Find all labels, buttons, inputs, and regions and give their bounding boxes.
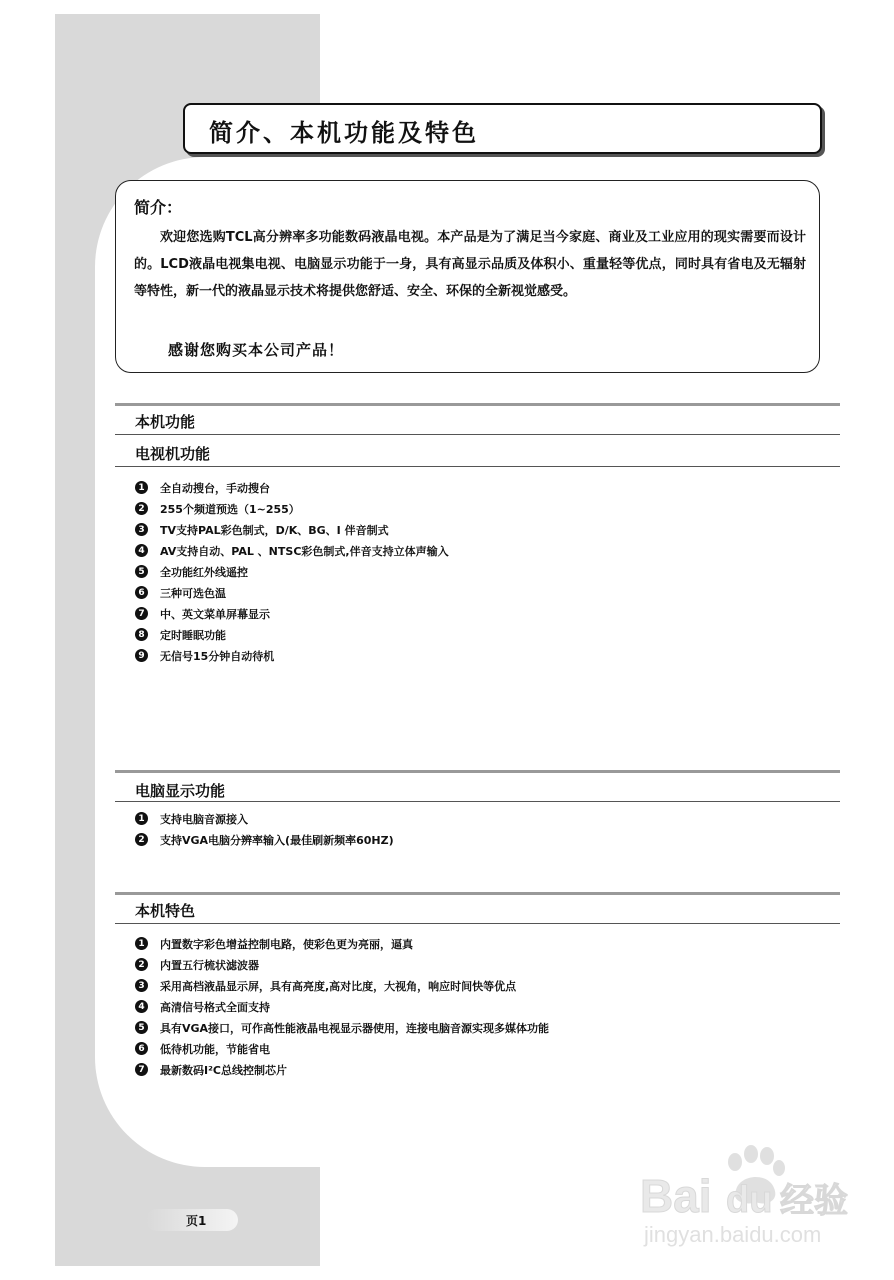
features-list: [135, 933, 549, 1080]
list-item: [135, 540, 449, 561]
number-3-icon: 3: [135, 979, 148, 992]
list-item: [135, 808, 394, 829]
number-1-icon: 1: [135, 937, 148, 950]
list-item-text: 内置五行梳状滤波器: [160, 958, 259, 972]
list-item-text: 定时睡眠功能: [160, 628, 226, 642]
number-1-icon: 1: [135, 481, 148, 494]
baidu-jingyan-watermark: [640, 1140, 870, 1250]
list-item-text: TV支持PAL彩色制式，D/K、BG、I 伴音制式: [160, 523, 389, 537]
list-item: [135, 477, 449, 498]
number-7-icon: 7: [135, 1063, 148, 1076]
list-item: [135, 933, 549, 954]
list-item: [135, 603, 449, 624]
list-item: [135, 519, 449, 540]
list-item: [135, 829, 394, 850]
watermark-brand: Bai: [640, 1170, 712, 1222]
number-2-icon: 2: [135, 958, 148, 971]
title-banner: [183, 103, 822, 154]
number-3-icon: 3: [135, 523, 148, 536]
list-item-text: 具有VGA接口，可作高性能液晶电视显示器使用，连接电脑音源实现多媒体功能: [160, 1021, 550, 1035]
number-1-icon: 1: [135, 812, 148, 825]
list-item-text: 全功能红外线遥控: [160, 565, 248, 579]
watermark-url: jingyan.baidu.com: [644, 1222, 822, 1247]
pc-functions-title: 电脑显示功能: [135, 782, 226, 800]
intro-box: [115, 180, 820, 373]
number-2-icon: 2: [135, 502, 148, 515]
section-rule: [115, 434, 840, 435]
intro-paragraph: 欢迎您选购TCL高分辨率多功能数码液晶电视。本产品是为了满足当今家庭、商业及工业应用的现实需要而设计的。LCD液晶电视集电视、电脑显示功能于一身，具有高显示品质及体积小、重量轻等优点，同时具有省电及无辐射等特性，新一代的液晶显示技术将提供您舒适、安全、环保的全新视觉感受。: [134, 230, 806, 299]
page-title: 简介、本机功能及特色: [209, 119, 479, 147]
list-item: [135, 996, 549, 1017]
list-item: [135, 1038, 549, 1059]
section-rule: [115, 923, 840, 924]
features-title: 本机特色: [135, 902, 196, 920]
section-rule: [115, 892, 840, 895]
list-item: [135, 1017, 549, 1038]
number-4-icon: 4: [135, 544, 148, 557]
section-rule: [115, 801, 840, 802]
number-2-icon: 2: [135, 833, 148, 846]
list-item-text: 无信号15分钟自动待机: [160, 649, 275, 663]
watermark-service: 经验: [780, 1181, 848, 1221]
number-6-icon: 6: [135, 586, 148, 599]
number-9-icon: 9: [135, 649, 148, 662]
list-item: [135, 582, 449, 603]
number-7-icon: 7: [135, 607, 148, 620]
intro-heading: 简介：: [134, 198, 183, 217]
number-4-icon: 4: [135, 1000, 148, 1013]
functions-title: 本机功能: [135, 413, 196, 431]
list-item: [135, 1059, 549, 1080]
number-5-icon: 5: [135, 1021, 148, 1034]
section-rule: [115, 770, 840, 773]
section-rule: [115, 466, 840, 467]
list-item-text: 高清信号格式全面支持: [160, 1000, 270, 1014]
section-rule: [115, 403, 840, 406]
list-item-text: 内置数字彩色增益控制电路，使彩色更为亮丽，逼真: [160, 937, 413, 951]
intro-thanks: 感谢您购买本公司产品！: [168, 341, 345, 359]
list-item-text: 最新数码I²C总线控制芯片: [160, 1063, 287, 1077]
watermark-brand-du: du: [726, 1179, 773, 1221]
list-item-text: 中、英文菜单屏幕显示: [160, 607, 270, 621]
page-number: 页1: [186, 1214, 207, 1228]
list-item-text: 全自动搜台，手动搜台: [160, 481, 270, 495]
list-item: [135, 624, 449, 645]
list-item-text: 采用高档液晶显示屏，具有高亮度,高对比度，大视角，响应时间快等优点: [160, 979, 517, 993]
list-item-text: 低待机功能，节能省电: [160, 1042, 270, 1056]
list-item: [135, 498, 449, 519]
pc-functions-list: [135, 808, 394, 850]
list-item: [135, 645, 449, 666]
list-item-text: 支持电脑音源接入: [160, 812, 248, 826]
number-8-icon: 8: [135, 628, 148, 641]
list-item: [135, 954, 549, 975]
list-item-text: 支持VGA电脑分辨率输入(最佳刷新频率60HZ): [160, 833, 394, 847]
list-item-text: AV支持自动、PAL 、NTSC彩色制式,伴音支持立体声输入: [160, 544, 449, 558]
page-number-badge: [146, 1209, 238, 1231]
number-5-icon: 5: [135, 565, 148, 578]
list-item: [135, 975, 549, 996]
list-item: [135, 561, 449, 582]
number-6-icon: 6: [135, 1042, 148, 1055]
tv-functions-list: [135, 477, 449, 666]
tv-functions-title: 电视机功能: [135, 445, 211, 463]
list-item-text: 三种可选色温: [160, 586, 226, 600]
list-item-text: 255个频道预选（1~255）: [160, 502, 300, 516]
